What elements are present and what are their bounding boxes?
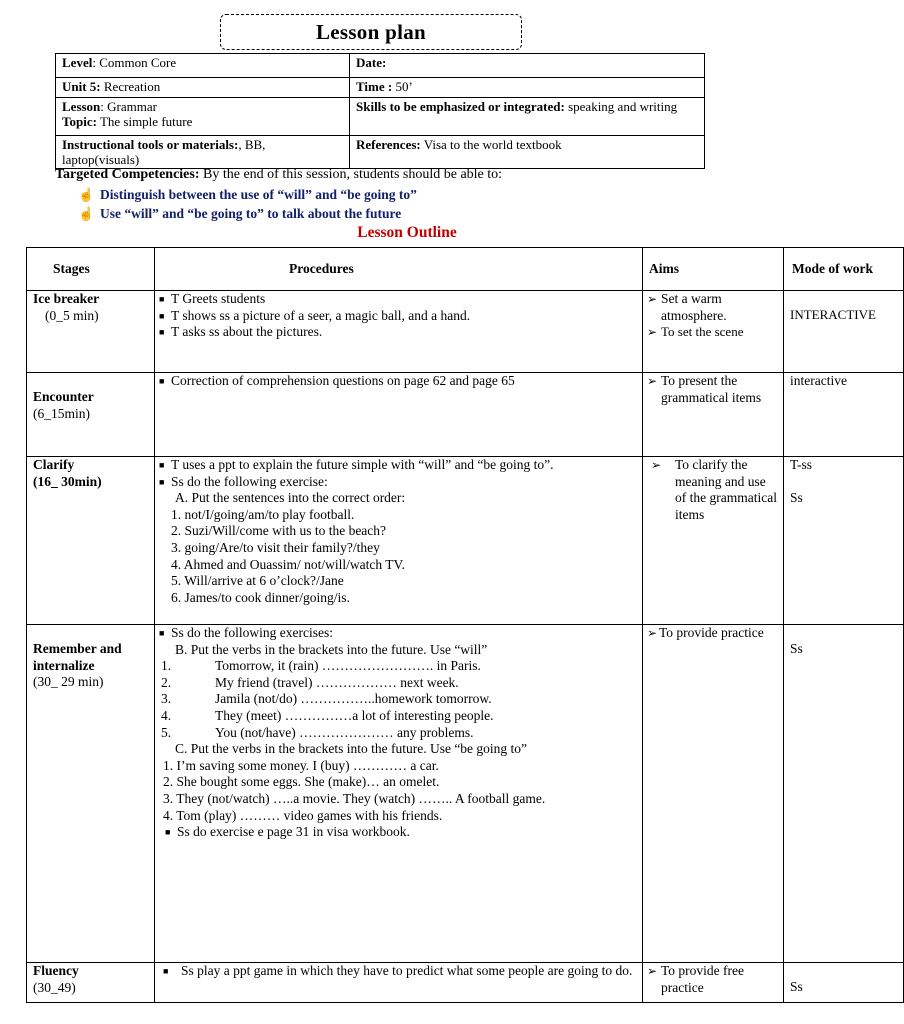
exercise-b-title: B. Put the verbs in the brackets into the future. Use “will” [175,641,488,657]
exercise-a-item: 5. Will/arrive at 6 o’clock?/Jane [171,573,344,589]
stage-cell: Clarify (16_ 30min) [27,457,155,625]
objective-item: ☝ Distinguish between the use of “will” and “be going to” [78,187,417,202]
exercise-a-item: 3. going/Are/to visit their family?/they [171,539,380,555]
arrow-icon: ➢ [651,458,662,472]
exercise-a-item: 4. Ahmed and Ouassim/ not/will/watch TV. [171,556,405,572]
aims-cell: ➢ Set a warm atmosphere. ➢ To set the scene [643,291,784,373]
skills-cell: Skills to be emphasized or integrated: speaking and writing [350,98,705,136]
procedures-cell: ■ Ss do the following exercises: B. Put the verbs in the brackets into the future. Use “will” 1. Tomorrow, it (rain) ……………………. in Paris. 2. My friend (travel) ……………… next week. 3. Jamila (not/do) ……………..homework tomorrow. 4. They (meet) ……………a lot of interesting people. 5. You (not/have) ………………… any problems. C. Put the verbs in the brackets into the future. Use “be going to” 1. I’m saving some money. I (buy) ………… a car. 2. She bought some eggs. She (make)… an omelet. 3. They (not/watch) …..a movie. They (watch) …….. A football game. 4. Tom (play) ……… video games with his friends. ■ Ss do exercise e page 31 in visa workbook. [155,625,643,963]
exercise-b-item: 1. Tomorrow, it (rain) ……………………. in Paris. [161,658,481,674]
procedures-cell: ■ Ss play a ppt game in which they have to predict what some people are going to do. [155,963,643,1003]
procedures-cell: ■ Correction of comprehension questions on page 62 and page 65 [155,373,643,457]
pointing-hand-icon: ☝ [78,206,95,221]
arrow-icon: ➢ [647,292,658,306]
exercise-b-item: 4. They (meet) ……………a lot of interesting people. [161,707,494,723]
table-row [27,291,904,373]
mode-cell: interactive [784,373,904,457]
exercise-b-item: 2. My friend (travel) ……………… next week. [161,674,459,690]
stage-cell: Remember and internalize (30_ 29 min) [27,625,155,963]
level-cell: Level: Common Core [56,54,350,78]
table-row [27,963,904,1003]
bullet-icon: ■ [165,827,171,838]
header-mode: Mode of work [784,248,904,291]
bullet-icon: ■ [159,460,165,470]
bullet-icon: ■ [159,476,165,487]
pointing-hand-icon: ☝ [78,187,95,202]
bullet-icon: ■ [159,376,165,386]
bullet-icon: ■ [159,628,165,638]
exercise-a-item: 2. Suzi/Will/come with us to the beach? [171,523,387,539]
exercise-b-item: 5. You (not/have) ………………… any problems. [161,724,474,740]
exercise-b-item: 3. Jamila (not/do) ……………..homework tomorrow. [161,691,492,707]
table-row [27,457,904,625]
aims-cell: ➢ To present the grammatical items [643,373,784,457]
bullet-icon: ■ [159,310,165,321]
procedures-cell: ■ T uses a ppt to explain the future simple with “will” and “be going to”. ■ Ss do the following exercise: A. Put the sentences into the correct order: 1. not/I/going/am/to play football. 2. Suzi/Will/come with us to the beach? 3. going/Are/to visit their family?/they 4. Ahmed and Ouassim/ not/will/watch TV. 5. Will/arrive at 6 o’clock?/Jane 6. James/to cook dinner/going/is. [155,457,643,625]
table-row [27,373,904,457]
aims-cell: ➢ To provide practice [643,625,784,963]
references-cell: References: Visa to the world textbook [350,136,705,169]
objective-item: ☝ Use “will” and “be going to” to talk about the future [78,206,402,221]
stage-cell: Fluency (30_49) [27,963,155,1003]
unit-cell: Unit 5: Recreation [56,78,350,98]
lesson-outline-table [26,247,904,1003]
exercise-c-item: 1. I’m saving some money. I (buy) ………… a car. [163,757,439,773]
exercise-a-item: 6. James/to cook dinner/going/is. [171,589,350,605]
header-procedures: Procedures [155,248,643,291]
arrow-icon: ➢ [647,374,658,388]
lesson-info-table [55,53,705,169]
aims-cell: ➢ To provide free practice [643,963,784,1003]
objectives-list [78,185,417,223]
mode-cell: INTERACTIVE [784,291,904,373]
mode-cell: T-ss Ss [784,457,904,625]
table-row [27,625,904,963]
arrow-icon: ➢ [647,626,658,640]
mode-cell: Ss [784,963,904,1003]
date-cell: Date: [350,54,705,78]
exercise-a-title: A. Put the sentences into the correct order: [175,490,406,506]
exercise-c-title: C. Put the verbs in the brackets into the future. Use “be going to” [175,741,528,757]
stage-cell: Ice breaker (0_5 min) [27,291,155,373]
arrow-icon: ➢ [647,325,658,340]
exercise-a-item: 1. not/I/going/am/to play football. [171,506,355,522]
exercise-c-item: 3. They (not/watch) …..a movie. They (watch) …….. A football game. [163,790,546,806]
lesson-topic-cell: Lesson: Grammar Topic: The simple future [56,98,350,136]
arrow-icon: ➢ [647,964,658,978]
header-stages: Stages [27,248,155,291]
targeted-competencies: Targeted Competencies: By the end of this session, students should be able to: [55,167,503,182]
mode-cell: Ss [784,625,904,963]
exercise-c-item: 2. She bought some eggs. She (make)… an omelet. [163,774,440,790]
header-aims: Aims [643,248,784,291]
time-cell: Time : 50’ [350,78,705,98]
procedures-cell: ■ T Greets students ■ T shows ss a picture of a seer, a magic ball, and a hand. ■ T asks ss about the pictures. [155,291,643,373]
exercise-c-item: 4. Tom (play) ……… video games with his friends. [163,807,443,823]
bullet-icon: ■ [163,966,169,976]
lesson-outline-title: Lesson Outline [357,224,457,241]
bullet-icon: ■ [159,327,165,338]
bullet-icon: ■ [159,294,165,304]
aims-cell: ➢ To clarify the meaning and use of the grammatical items [643,457,784,625]
tools-cell: Instructional tools or materials:, BB, laptop(visuals) [56,136,350,169]
lesson-plan-title: Lesson plan [220,14,522,50]
stage-cell: Encounter (6_15min) [27,373,155,457]
